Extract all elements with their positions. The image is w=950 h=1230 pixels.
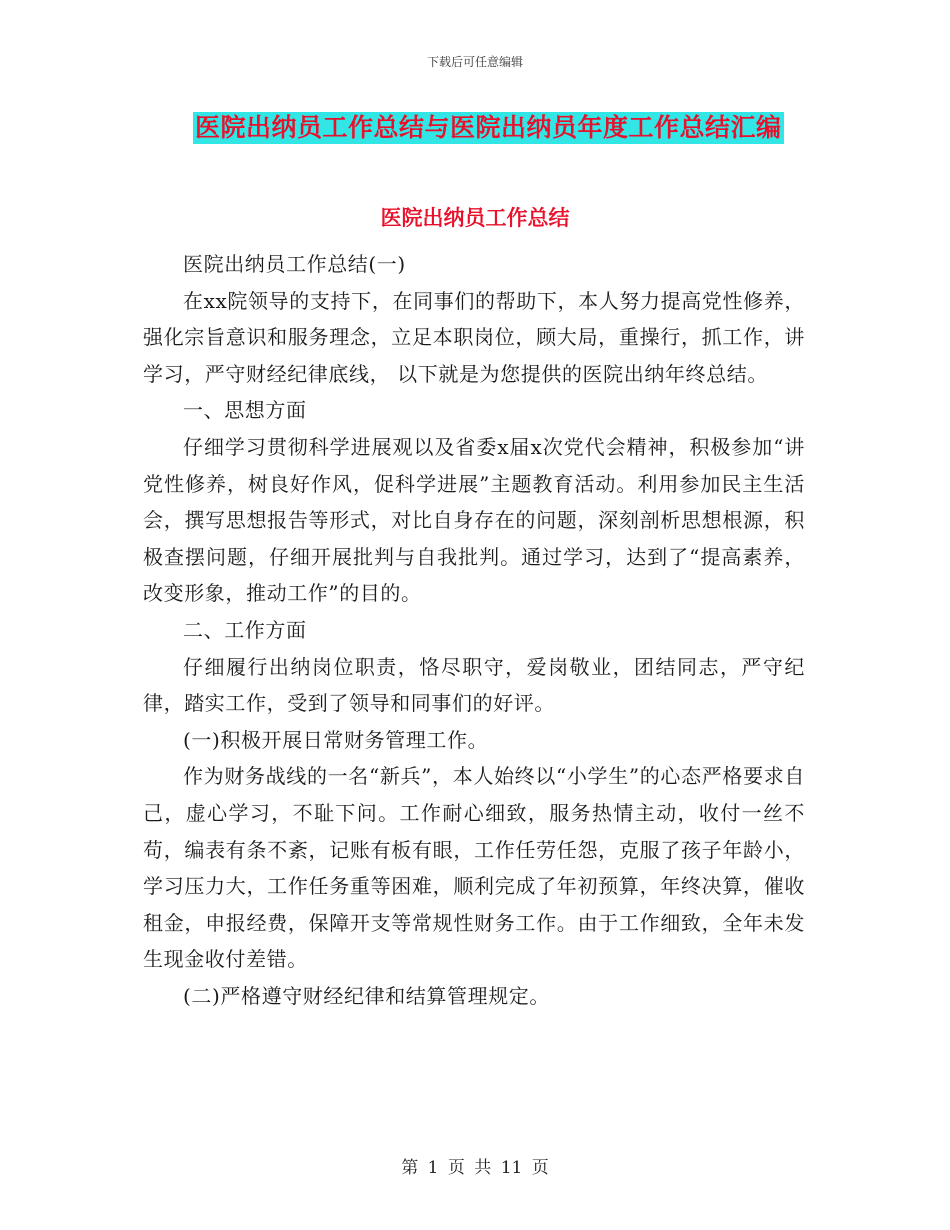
paragraph-subsection-1-body: 作为财务战线的一名“新兵”，本人始终以“小学生”的心态严格要求自己，虚心学习，不耻下问。工作耐心细致，服务热情主动，收付一丝不苟，编表有条不紊，记账有板有眼，工作任劳任怨，克服了孩子年龄小，学习压力大，工作任务重等困难，顺利完成了年初预算，年终决算，催收租金，申报经费，保障开支等常规性财务工作。由于工作细致，全年未发生现金收付差错。 [143,764,805,972]
paragraph-subsection-1: (一)积极开展日常财务管理工作。 [183,727,489,752]
paragraph-work-body: 仔细履行出纳岗位职责，恪尽职守，爱岗敬业，团结同志，严守纪律，踏实工作，受到了领导和同事们的好评。 [143,654,805,716]
header-note: 下载后可任意编辑 [426,55,523,69]
document-body [143,246,805,1014]
paragraph-subsection-2: (二)严格遵守财经纪律和结算管理规定。 [183,983,551,1008]
section-title: 医院出纳员工作总结 [380,206,570,230]
paragraph-heading-1: 医院出纳员工作总结(一) [183,252,406,276]
paragraph-ideology-body: 仔细学习贯彻科学进展观以及省委x届x次党代会精神，积极参加“讲党性修养，树良好作风，促科学进展”主题教育活动。利用参加民主生活会，撰写思想报告等形式，对比自身存在的问题，深刻剖析思想根源，积极查摆问题，仔细开展批判与自我批判。通过学习，达到了“提高素养，改变形象，推动工作”的目的。 [143,434,805,606]
paragraph-section-work: 二、工作方面 [183,617,307,642]
main-title: 医院出纳员工作总结与医院出纳员年度工作总结汇编 [195,113,782,142]
paragraph-section-ideology: 一、思想方面 [183,398,307,423]
paragraph-intro: 在xx院领导的支持下，在同事们的帮助下，本人努力提高党性修养，强化宗旨意识和服务理念，立足本职岗位，顾大局，重操行，抓工作，讲学习，严守财经纪律底线， 以下就是为您提供的医院出纳年终总结。 [143,288,805,386]
page-footer: 第 1 页 共 11 页 [401,1158,549,1178]
